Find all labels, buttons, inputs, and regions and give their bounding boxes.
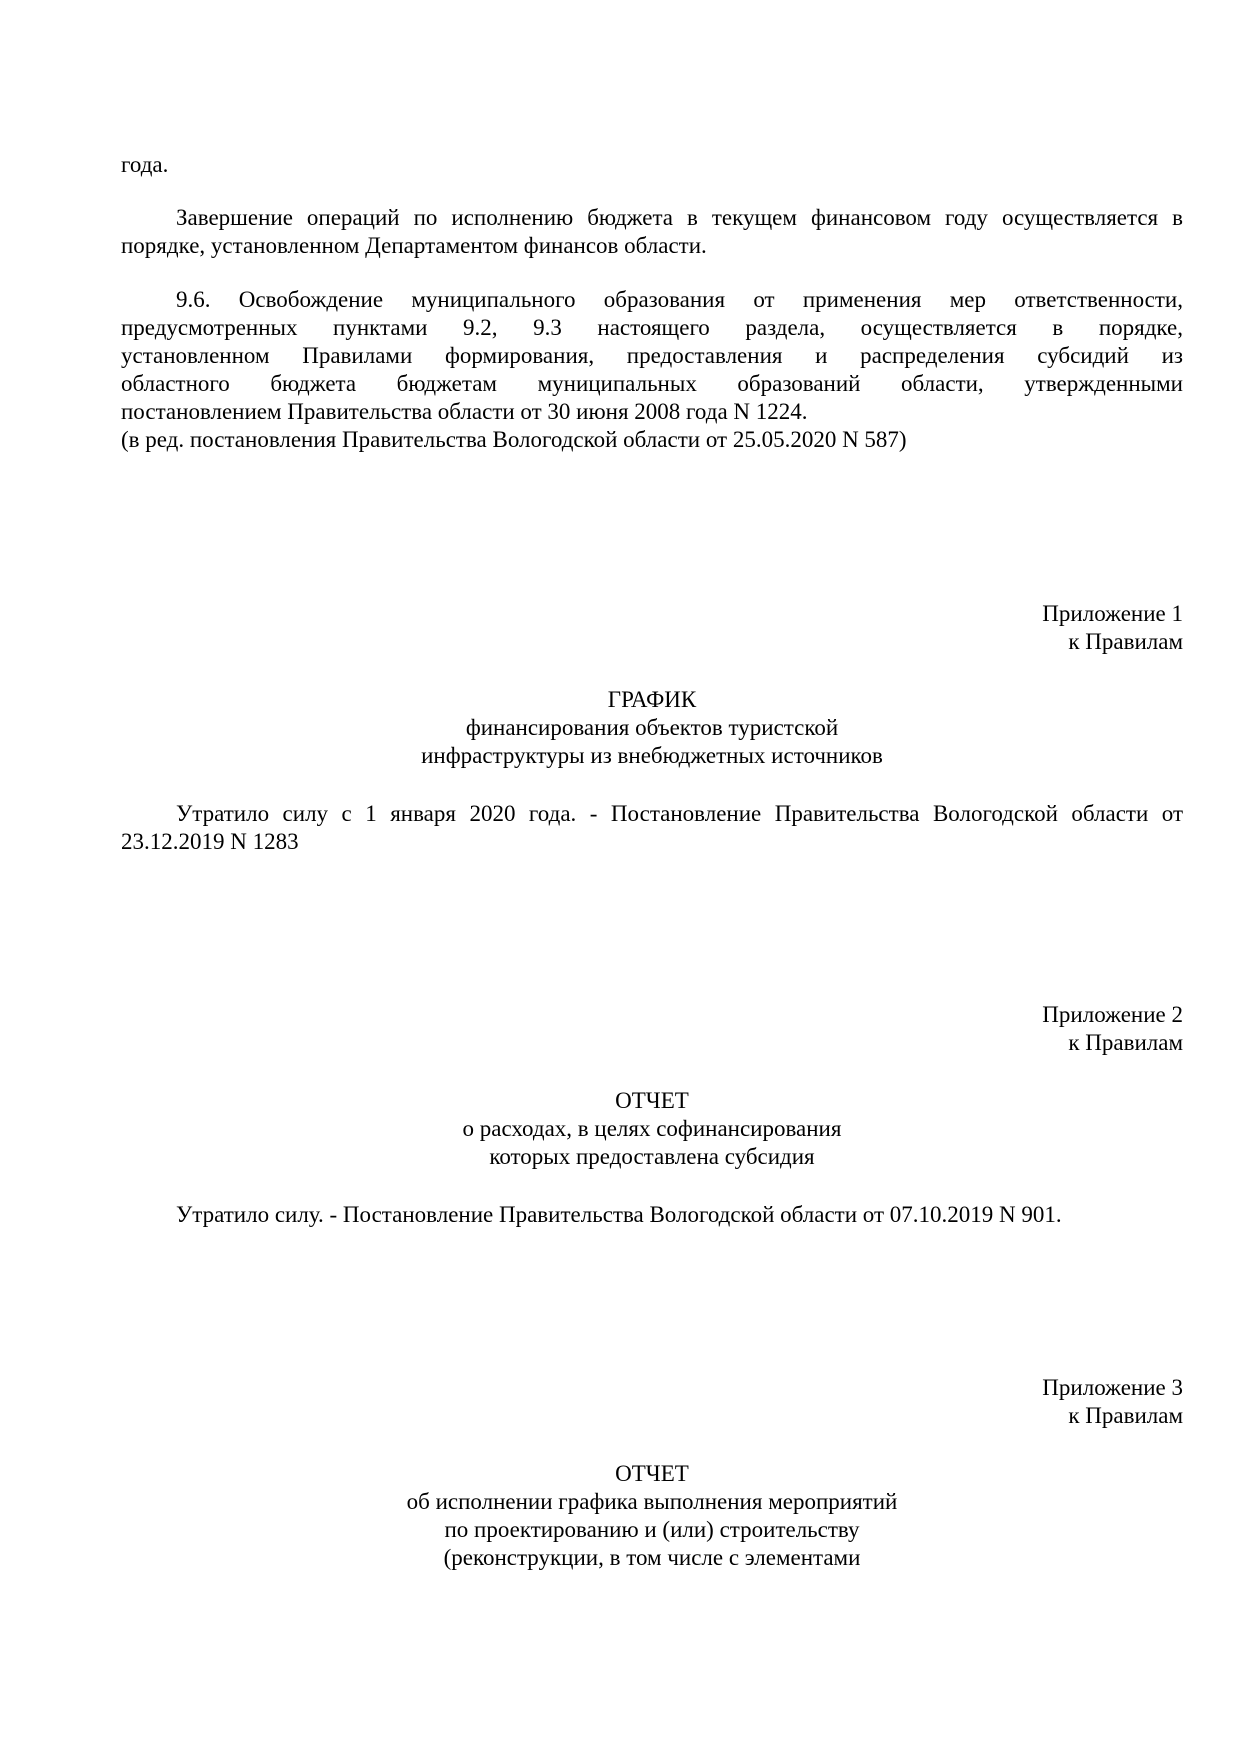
appendix-1-subtitle-line-2: инфраструктуры из внебюджетных источников [421,743,883,768]
para-9-6-line-2: предусмотренных пунктами 9.2, 9.3 настоящего раздела, осуществляется в порядке, [121,315,1183,340]
completion-paragraph [121,204,1183,260]
appendix-2-title-block [121,1087,1183,1171]
top-fragment [121,151,1183,179]
appendix-2-title: ОТЧЕТ [615,1088,689,1113]
appendix-2-subtitle-line-2: которых предоставлена субсидия [489,1144,815,1169]
appendix-2-header [121,1001,1183,1057]
appendix-3-title: ОТЧЕТ [615,1461,689,1486]
appendix-1-header [121,600,1183,656]
appendix-1-note: Утратило силу с 1 января 2020 года. - Постановление Правительства Вологодской области от 23.12.2019 N 1283 [121,801,1183,854]
appendix-1-note-block [121,800,1183,856]
appendix-2-to-rules: к Правилам [1068,1030,1183,1055]
para-9-6-line-4: областного бюджета бюджетам муниципальных образований области, утвержденными [121,371,1183,396]
appendix-3-to-rules: к Правилам [1068,1403,1183,1428]
appendix-2-note: Утратило силу. - Постановление Правительства Вологодской области от 07.10.2019 N 901. [176,1202,1062,1227]
para-9-6-line-3: установленном Правилами формирования, предоставления и распределения субсидий из [121,343,1183,368]
appendix-1-title: ГРАФИК [607,687,697,712]
appendix-3-label: Приложение 3 [1042,1375,1183,1400]
completion-text: Завершение операций по исполнению бюджета в текущем финансовом году осуществляется в порядке, установленном Департаментом финансов области. [121,205,1183,258]
appendix-3-subtitle-line-3: (реконструкции, в том числе с элементами [443,1545,861,1570]
para-9-6-line-1: 9.6. Освобождение муниципального образования от применения мер ответственности, [176,287,1183,312]
continued-text: года. [121,152,169,177]
paragraph-9-6 [121,286,1183,454]
appendix-1-to-rules: к Правилам [1068,629,1183,654]
appendix-3-subtitle-line-1: об исполнении графика выполнения мероприятий [406,1489,898,1514]
appendix-2-note-block [121,1201,1183,1229]
appendix-1-label: Приложение 1 [1042,601,1183,626]
appendix-2-label: Приложение 2 [1042,1002,1183,1027]
amendment-note: (в ред. постановления Правительства Вологодской области от 25.05.2020 N 587) [121,427,907,452]
appendix-3-title-block [121,1460,1183,1572]
appendix-2-subtitle-line-1: о расходах, в целях софинансирования [462,1116,842,1141]
appendix-1-title-block [121,686,1183,770]
appendix-3-header [121,1374,1183,1430]
para-9-6-line-5: постановлением Правительства области от 30 июня 2008 года N 1224. [121,399,808,424]
appendix-1-subtitle-line-1: финансирования объектов туристской [465,715,839,740]
appendix-3-subtitle-line-2: по проектированию и (или) строительству [444,1517,860,1542]
